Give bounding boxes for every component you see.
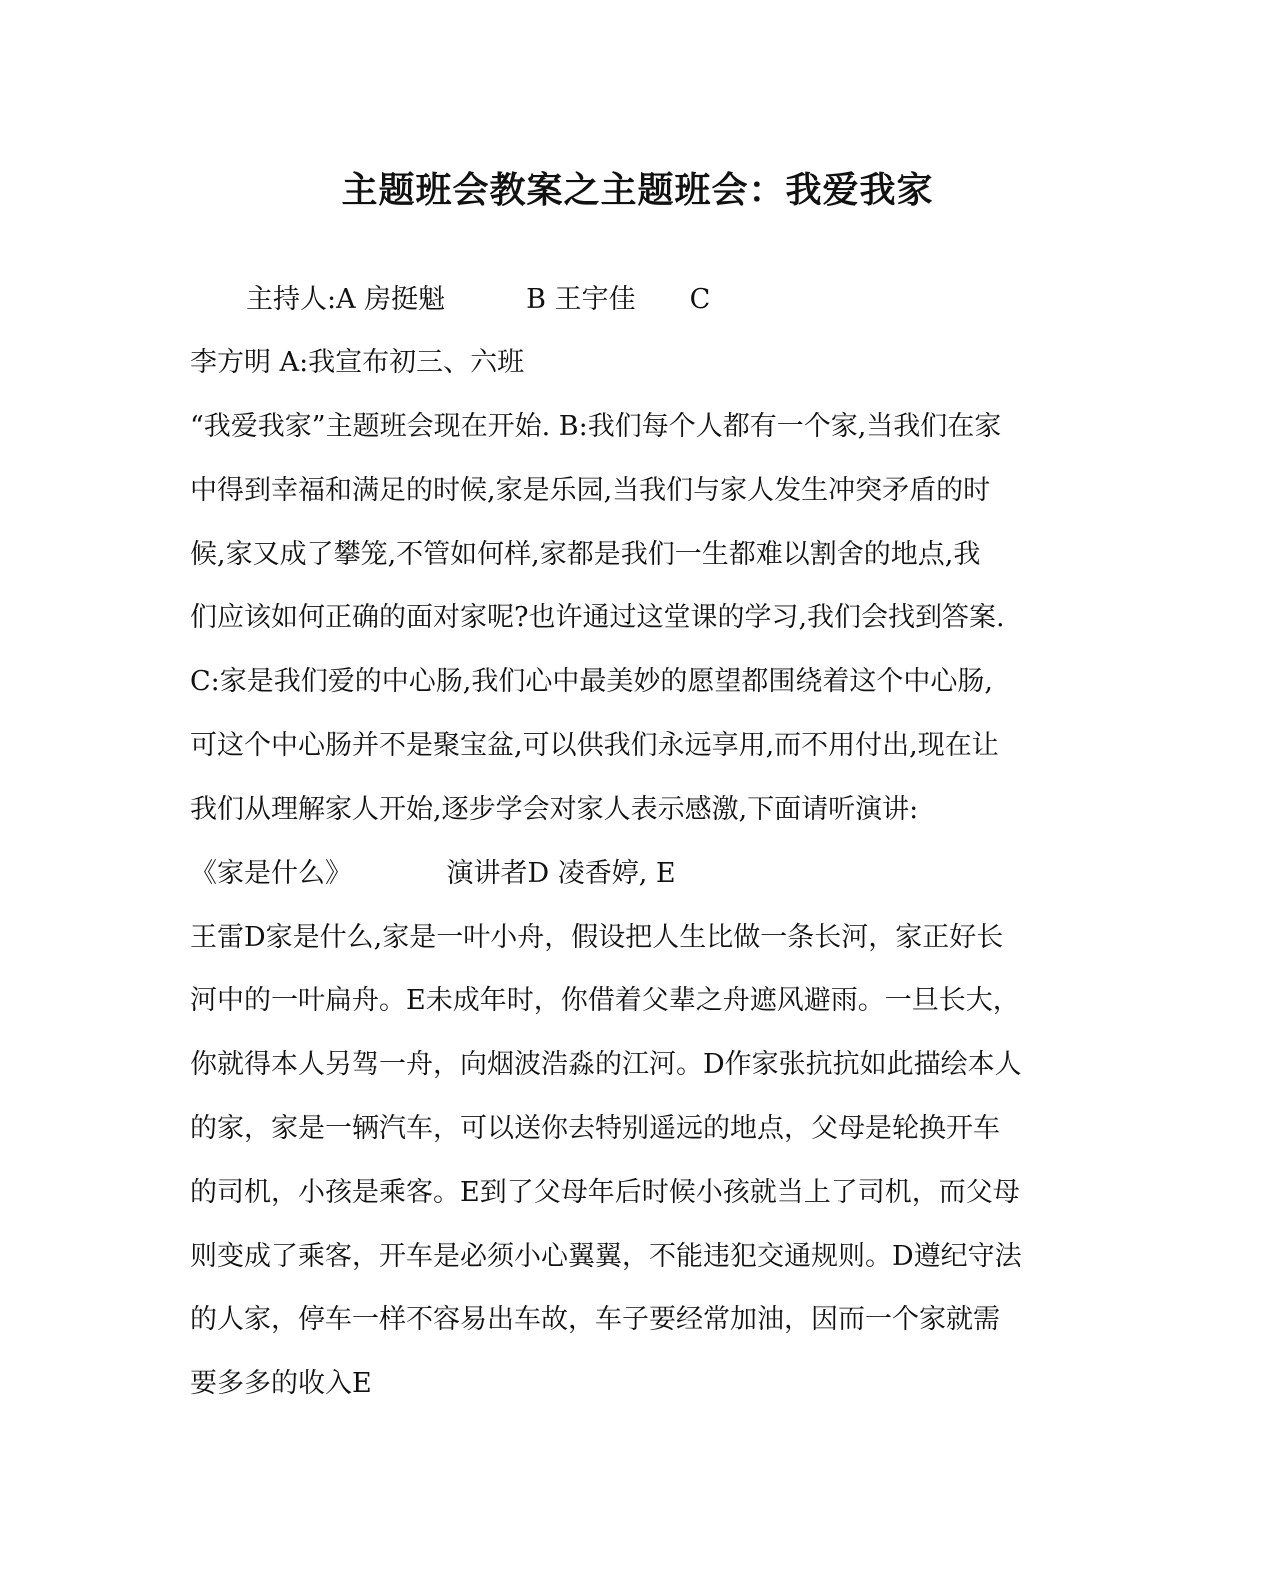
text-line: 可这个中心肠并不是聚宝盆,可以供我们永远享用,而不用付出,现在让 <box>190 730 999 761</box>
text-line: “我爱我家”主题班会现在开始. B:我们每个人都有一个家,当我们在家 <box>190 411 1002 442</box>
text-line: 中得到幸福和满足的时候,家是乐园,当我们与家人发生冲突矛盾的时 <box>190 475 991 506</box>
text-line: 河中的一叶扁舟。E未成年时，你借着父辈之舟遮风避雨。一旦长大， <box>190 985 1020 1016</box>
text-line: 的人家，停车一样不容易出车故，车子要经常加油，因而一个家就需 <box>190 1304 1000 1335</box>
text-line: 我们从理解家人开始,逐步学会对家人表示感激,下面请听演讲: <box>190 794 919 825</box>
text-line: 的司机，小孩是乘客。E到了父母年后时候小孩就当上了司机，而父母 <box>190 1177 1020 1208</box>
text-line: 们应该如何正确的面对家呢?也许通过这堂课的学习,我们会找到答案. <box>190 602 1005 633</box>
text-line: 李方明 A:我宣布初三、六班 <box>190 347 525 378</box>
text-line: 则变成了乘客，开车是必须小心翼翼，不能违犯交通规则。D遵纪守法 <box>190 1241 1022 1272</box>
text-line: 《家是什么》 演讲者D 凌香婷, E <box>190 858 676 889</box>
text-line: 候,家又成了攀笼,不管如何样,家都是我们一生都难以割舍的地点,我 <box>190 539 981 570</box>
host-line: 主持人:A 房挺魁 B 王宇佳 C <box>246 284 711 315</box>
text-line: C:家是我们爱的中心肠,我们心中最美妙的愿望都围绕着这个中心肠, <box>190 666 993 697</box>
text-line: 要多多的收入E <box>190 1368 372 1399</box>
text-line: 的家，家是一辆汽车，可以送你去特别遥远的地点，父母是轮换开车 <box>190 1113 1000 1144</box>
text-line: 你就得本人另驾一舟，向烟波浩淼的江河。D作家张抗抗如此描绘本人 <box>190 1049 1022 1080</box>
text-line: 王雷D家是什么,家是一叶小舟，假设把人生比做一条长河，家正好长 <box>190 922 1004 953</box>
document-title: 主题班会教案之主题班会：我爱我家 <box>341 169 934 211</box>
